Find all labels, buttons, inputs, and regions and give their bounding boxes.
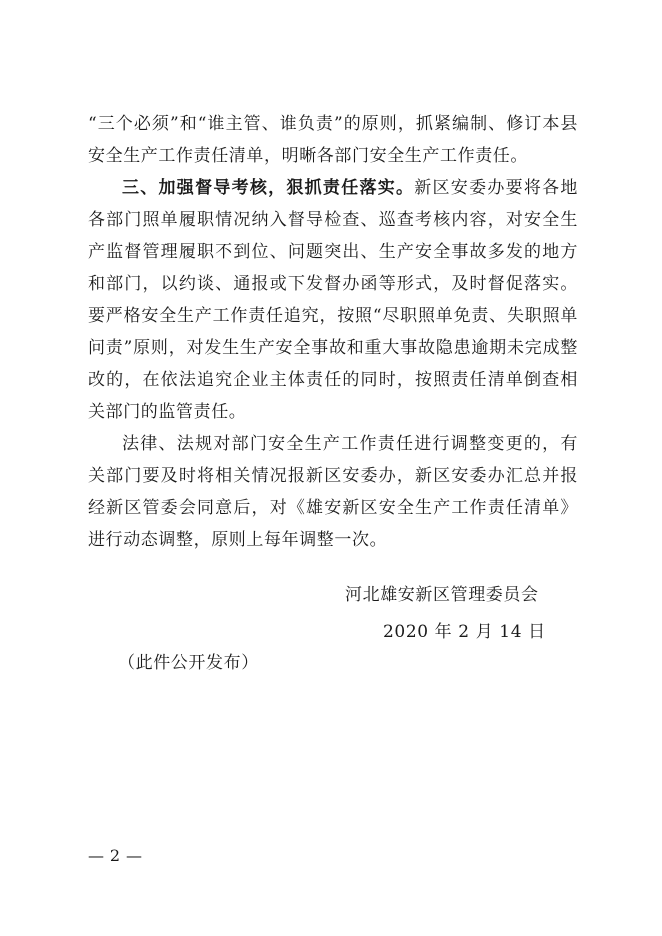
document-body: [88, 108, 578, 556]
page-number: — 2 —: [88, 846, 143, 865]
section-body: 新区安委办要将各地各部门照单履职情况纳入督导检查、巡查考核内容，对安全生产监督管理履职不到位、问题突出、生产安全事故多发的地方和部门，以约谈、通报或下发督办函等形式，及时督促落实。要严格安全生产工作责任追究，按照“尽职照单免责、失职照单问责”原则，对发生生产安全事故和重大事故隐患逾期未完成整改的，在依法追究企业主体责任的同时，按照责任清单倒查相关部门的监管责任。: [88, 178, 578, 422]
section-heading: 三、加强督导考核，狠抓责任落实。: [122, 178, 415, 198]
paragraph-principles: “三个必须”和“谁主管、谁负责”的原则，抓紧编制、修订本县安全生产工作责任清单，明晰各部门安全生产工作责任。: [88, 114, 578, 166]
signature-organization: 河北雄安新区管理委员会: [345, 585, 539, 605]
paragraph-adjustment: 法律、法规对部门安全生产工作责任进行调整变更的，有关部门要及时将相关情况报新区安委办，新区安委办汇总并报经新区管委会同意后，对《雄安新区安全生产工作责任清单》进行动态调整，原则上每年调整一次。: [88, 434, 578, 550]
release-note: （此件公开发布）: [118, 653, 259, 673]
signature-date: 2020 年 2 月 14 日: [383, 622, 546, 642]
paragraph-supervision: [88, 172, 578, 428]
